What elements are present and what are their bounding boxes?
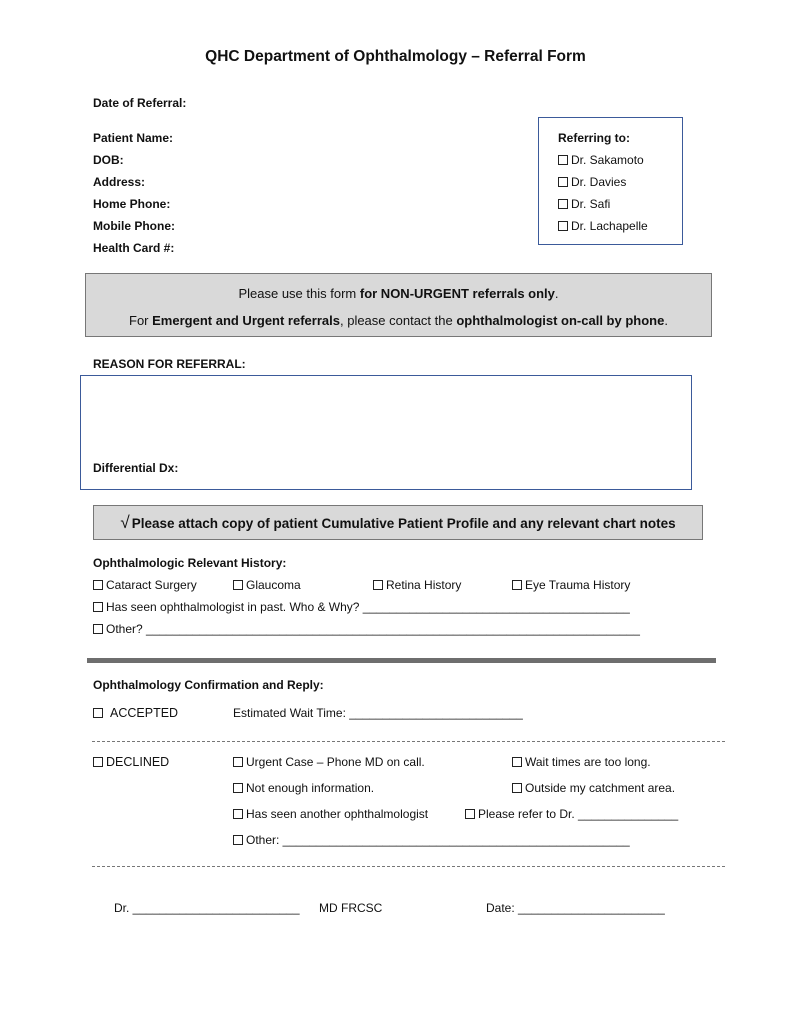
reason-for-referral-heading: REASON FOR REFERRAL: xyxy=(93,357,246,371)
checkbox-icon[interactable] xyxy=(558,199,568,209)
notice-line-1: Please use this form for NON-URGENT referrals only. xyxy=(238,286,559,301)
mobile-phone-label: Mobile Phone: xyxy=(93,219,175,233)
decline-urgent-case[interactable]: Urgent Case – Phone MD on call. xyxy=(233,755,425,769)
checkbox-icon[interactable] xyxy=(512,580,522,590)
referring-to-heading: Referring to: xyxy=(558,131,630,145)
notice-line-2: For Emergent and Urgent referrals, please contact the ophthalmologist on-call by phone. xyxy=(129,313,668,328)
referring-option-sakamoto[interactable]: Dr. Sakamoto xyxy=(558,153,644,167)
decline-wait-too-long[interactable]: Wait times are too long. xyxy=(512,755,651,769)
date-of-referral-label: Date of Referral: xyxy=(93,96,187,110)
dashed-divider xyxy=(92,741,725,742)
checkbox-icon[interactable] xyxy=(93,580,103,590)
address-label: Address: xyxy=(93,175,146,189)
checkbox-icon[interactable] xyxy=(512,783,522,793)
signature-credential: MD FRCSC xyxy=(319,901,383,915)
health-card-label: Health Card #: xyxy=(93,241,175,255)
checkbox-icon[interactable] xyxy=(465,809,475,819)
checkbox-icon[interactable] xyxy=(93,602,103,612)
form-title: QHC Department of Ophthalmology – Referral Form xyxy=(205,48,586,65)
checkbox-icon[interactable] xyxy=(512,757,522,767)
referring-option-davies[interactable]: Dr. Davies xyxy=(558,175,626,189)
checkbox-icon[interactable] xyxy=(233,809,243,819)
section-divider xyxy=(87,658,716,663)
signature-date[interactable]: Date: ______________________ xyxy=(486,901,665,915)
history-seen-before[interactable]: Has seen ophthalmologist in past. Who & Why? ________________________________________ xyxy=(93,600,630,614)
patient-name-label: Patient Name: xyxy=(93,131,174,145)
history-glaucoma[interactable]: Glaucoma xyxy=(233,578,301,592)
decline-refer-to[interactable]: Please refer to Dr. _______________ xyxy=(465,807,678,821)
differential-dx-label: Differential Dx: xyxy=(93,461,179,475)
signature-doctor[interactable]: Dr. _________________________ xyxy=(114,901,300,915)
checkbox-icon[interactable] xyxy=(93,624,103,634)
checkbox-icon[interactable] xyxy=(233,757,243,767)
decline-other[interactable]: Other: ____________________________________________________ xyxy=(233,833,630,847)
decline-seen-other[interactable]: Has seen another ophthalmologist xyxy=(233,807,428,821)
reply-declined[interactable]: DECLINED xyxy=(93,755,169,769)
checkbox-icon[interactable] xyxy=(93,757,103,767)
history-retina[interactable]: Retina History xyxy=(373,578,461,592)
decline-outside-catchment[interactable]: Outside my catchment area. xyxy=(512,781,675,795)
history-other[interactable]: Other? __________________________________________________________________________ xyxy=(93,622,640,636)
history-eye-trauma[interactable]: Eye Trauma History xyxy=(512,578,630,592)
referring-option-lachapelle[interactable]: Dr. Lachapelle xyxy=(558,219,648,233)
decline-not-enough-info[interactable]: Not enough information. xyxy=(233,781,374,795)
checkbox-icon[interactable] xyxy=(558,177,568,187)
attach-cpp-notice: √ Please attach copy of patient Cumulative Patient Profile and any relevant chart notes xyxy=(93,505,703,540)
checkbox-icon[interactable] xyxy=(558,155,568,165)
dob-label: DOB: xyxy=(93,153,124,167)
history-cataract-surgery[interactable]: Cataract Surgery xyxy=(93,578,197,592)
reply-heading: Ophthalmology Confirmation and Reply: xyxy=(93,678,324,692)
checkbox-icon[interactable] xyxy=(233,783,243,793)
non-urgent-notice xyxy=(85,273,712,337)
checkbox-icon[interactable] xyxy=(233,580,243,590)
estimated-wait-time[interactable]: Estimated Wait Time: __________________________ xyxy=(233,706,523,720)
referring-option-safi[interactable]: Dr. Safi xyxy=(558,197,610,211)
reply-accepted[interactable]: ACCEPTED xyxy=(93,706,178,720)
checkmark-icon: √ xyxy=(120,513,130,532)
checkbox-icon[interactable] xyxy=(558,221,568,231)
home-phone-label: Home Phone: xyxy=(93,197,171,211)
checkbox-icon[interactable] xyxy=(373,580,383,590)
history-heading: Ophthalmologic Relevant History: xyxy=(93,556,287,570)
checkbox-icon[interactable] xyxy=(233,835,243,845)
checkbox-icon[interactable] xyxy=(93,708,103,718)
dashed-divider xyxy=(92,866,725,867)
